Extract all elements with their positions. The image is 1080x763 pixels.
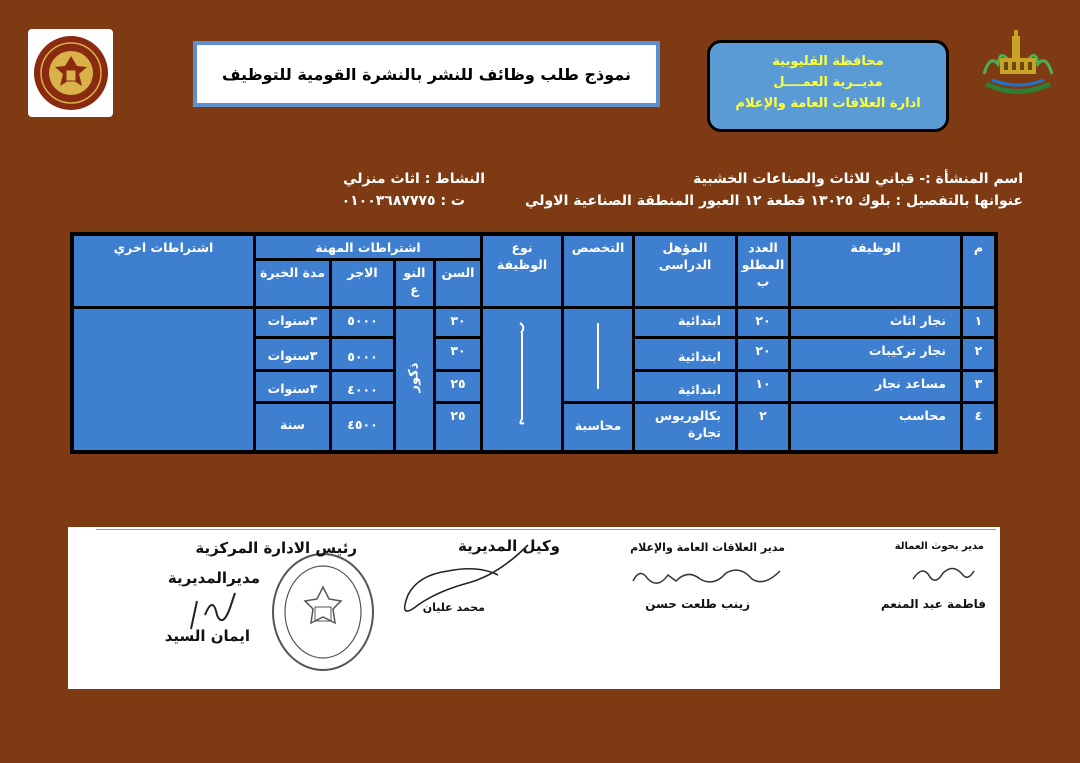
pr-manager-title: مدير العلاقات العامة والإعلام [630,541,785,554]
row3-age: ٢٥ [436,372,480,401]
row3-salary: ٤٠٠٠ [332,372,393,401]
establishment-activity: النشاط : اثاث منزلي [343,171,485,187]
job-type-mark-icon [512,319,532,429]
header-specialization: التخصص [564,236,632,306]
row3-experience: ٣سنوات [256,372,329,401]
row2-job: نجار تركيبات [791,339,960,369]
header-job: الوظيفة [791,236,960,306]
form-title-box [193,41,660,107]
row1-job: نجار اثاث [791,309,960,336]
row4-job: محاسب [791,404,960,450]
row4-specialization: محاسبة [564,404,632,450]
directorate-header-box [707,40,949,132]
establishment-phone: ت : ٠١٠٠٣٦٨٧٧٧٥ [341,193,465,209]
divider [96,529,996,530]
labor-research-manager-title: مدير بحوث العمالة [894,541,984,552]
pr-manager-name: زينب طلعت حسن [645,597,750,611]
row4-no: ٤ [963,404,994,450]
header-experience: مدة الخبرة [256,261,329,306]
row2-experience: ٣سنوات [256,339,329,369]
other-conditions-merged [74,309,253,450]
header-no: م [963,236,994,306]
header-other-conditions: اشتراطات اخري [74,236,253,306]
department-label: ادارة العلاقات العامة والإعلام [735,96,921,111]
row1-salary: ٥٠٠٠ [332,309,393,336]
row4-count: ٢ [738,404,788,450]
row1-no: ١ [963,309,994,336]
jobs-table [70,232,998,454]
ministry-of-labour-logo [28,29,113,117]
governorate-label: محافظة القليوبية [772,54,884,69]
row3-job: مساعد نجار [791,372,960,401]
directorate-manager-title: مديرالمديرية [167,569,260,587]
deputy-title: وكيل المديرية [458,537,560,555]
row1-qualification: ابتدائية [635,309,735,336]
row2-qualification: ابتدائية [635,339,735,369]
job-type-merged [483,309,561,450]
row1-age: ٣٠ [436,309,480,336]
governorate-logo [978,24,1058,104]
row4-qualification: بكالوريوس تجارة [635,404,735,450]
signatures-section [68,527,1000,689]
row1-experience: ٣سنوات [256,309,329,336]
directorate-manager-name: ايمان السيد [164,627,250,645]
specialization-merged [564,309,632,401]
gender-value: ذكور [406,362,422,393]
row4-age: ٢٥ [436,404,480,450]
directorate-stamp-icon [263,547,383,677]
labor-research-manager-signature-icon [908,559,978,589]
qalyubia-governorate-emblem-icon [978,24,1058,104]
directorate-label: مديــرية العمــــل [773,75,883,90]
header-gender: النو ع [396,261,433,306]
row3-count: ١٠ [738,372,788,401]
empty-mark-line [597,323,599,389]
row3-qualification: ابتدائية [635,372,735,401]
establishment-name: اسم المنشأة :- قباني للاثاث والصناعات الخشبية [693,171,1023,187]
row4-experience: سنة [256,404,329,450]
header-qualification: المؤهل الدراسى [635,236,735,306]
row3-no: ٣ [963,372,994,401]
ministry-of-labour-seal-icon [32,34,110,112]
header-profession-conditions: اشتراطات المهنة [256,236,480,258]
row2-no: ٢ [963,339,994,369]
header-age: السن [436,261,480,306]
row2-salary: ٥٠٠٠ [332,339,393,369]
row2-count: ٢٠ [738,339,788,369]
central-admin-title: رئيس الادارة المركزية [195,539,357,557]
deputy-name: محمد عليان [422,601,485,614]
header-count: العدد المطلو ب [738,236,788,306]
row1-count: ٢٠ [738,309,788,336]
row4-salary: ٤٥٠٠ [332,404,393,450]
gender-merged [396,309,433,450]
header-job-type: نوع الوظيفة [483,236,561,306]
pr-manager-signature-icon [628,559,788,593]
row2-age: ٣٠ [436,339,480,369]
header-salary: الاجر [332,261,393,306]
form-title: نموذج طلب وظائف للنشر بالنشرة القومية للتوظيف [221,64,632,84]
labor-research-manager-name: فاطمة عبد المنعم [880,597,986,611]
establishment-address: عنوانها بالتفصيل : بلوك ١٣٠٢٥ قطعة ١٢ العبور المنطقة الصناعية الاولي [525,193,1023,209]
